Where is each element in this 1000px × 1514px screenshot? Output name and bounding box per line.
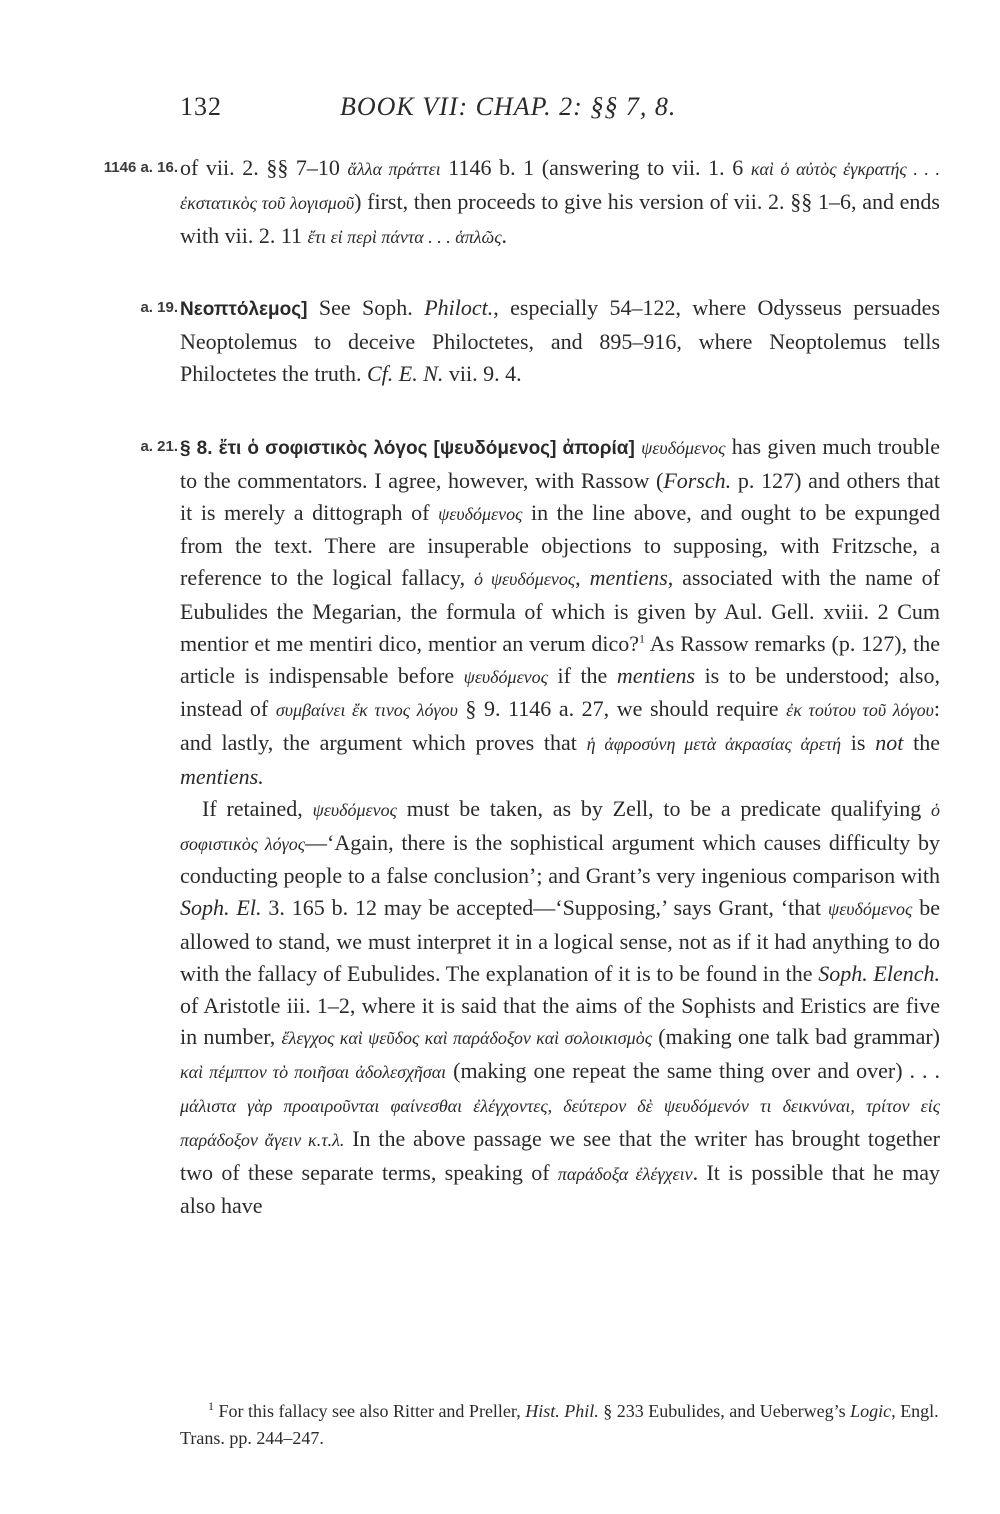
footnote-marker: 1: [208, 1399, 214, 1413]
text: For this fallacy see also Ritter and Preller,: [214, 1401, 526, 1421]
italic-text: Logic: [850, 1401, 892, 1421]
italic-text: Soph. El.: [180, 895, 262, 921]
italic-text: Forsch.: [663, 467, 732, 493]
text: the: [903, 730, 940, 756]
text: (making one talk bad grammar): [652, 1024, 941, 1050]
text: in the line above, and ought to be expunged from the text. There are insuperable objections to supposing, with Fritzsche, a reference to the logical fallacy,: [180, 499, 941, 591]
italic-text: mentiens: [589, 565, 668, 591]
lemma: ἔτι ὁ σοφιστικὸς λόγος [ψευδόμενος] ἀπορία]: [218, 438, 635, 459]
italic-text: not: [875, 730, 904, 756]
greek-text: ψευδόμενος: [438, 503, 523, 524]
text: See Soph.: [307, 295, 425, 320]
text: : and lastly, the argument which proves that: [180, 696, 940, 756]
text: In the above passage we see that the writer has brought together two of these separate terms, speaking of: [180, 1125, 940, 1185]
text: ,: [575, 565, 590, 591]
italic-text: Soph. Elench.: [818, 960, 940, 986]
text: is: [841, 730, 876, 756]
greek-text: ἔλεγχος καὶ ψεῦδος καὶ παράδοξον καὶ σολοικισμὸς: [281, 1028, 653, 1049]
footnote: [180, 1398, 940, 1452]
greek-text: ὁ σοφιστικὸς λόγος: [180, 799, 940, 854]
text: § 233 Eubulides, and Ueberweg’s: [598, 1401, 851, 1421]
text: As Rassow remarks (p. 127), the article is indispensable before: [180, 630, 940, 688]
greek-text: ὁ ψευδόμενος: [473, 569, 576, 590]
italic-text: Cf. E. N.: [366, 360, 444, 386]
line-reference: a. 19.: [140, 299, 178, 316]
greek-text: καὶ ὁ αὐτὸς ἐγκρατής . . . ἐκστατικὸς τοῦ λογισμοῦ: [180, 159, 941, 213]
running-head: BOOK VII: CHAP. 2: §§ 7, 8.: [340, 92, 677, 121]
text: .: [501, 222, 508, 248]
text: of Aristotle iii. 1–2, where it is said that the aims of the Sophists and Eristics are five in number,: [180, 992, 940, 1050]
page-header: [180, 92, 930, 132]
greek-text: ἄλλα πράττει: [347, 159, 441, 179]
greek-text: μάλιστα γὰρ προαιροῦνται φαίνεσθαι ἐλέγχοντες, δεύτερον δὲ ψευδόμενόν τι δεικνύναι, τρίτον εἰς παράδοξον ἄγειν κ.τ.λ.: [180, 1095, 940, 1150]
note-body: [180, 152, 940, 253]
text: , especially 54–122, where Odysseus persuades Neoptolemus to deceive Philoctetes, and 895–916, where Neoptolemus tells Philoctetes the truth.: [180, 295, 941, 386]
text: has given much trouble to the commentators. I agree, however, with Rassow (: [180, 434, 940, 493]
section-mark: § 8.: [180, 438, 219, 459]
text: 3. 165 b. 12 may be accepted—‘Supposing,’ says Grant, ‘that: [261, 895, 829, 921]
text: p. 127) and others that it is merely a dittograph of: [180, 467, 940, 525]
greek-text: ψευδόμενος: [312, 799, 397, 820]
italic-text: mentiens: [616, 662, 696, 688]
text: 1146 b. 1 (answering to vii. 1. 6: [440, 155, 751, 180]
paragraph: [180, 292, 940, 389]
greek-text: ἡ ἀφροσύνη μετὰ ἀκρασίας ἀρετή: [586, 734, 842, 755]
note-body: [180, 292, 940, 389]
note-body: [180, 431, 940, 1222]
text: ) first, then proceeds to give his version of vii. 2. §§ 1–6, and ends with vii. 2. 11: [180, 188, 940, 248]
greek-text: ἔτι εἰ περὶ πάντα . . . ἁπλῶς: [307, 226, 502, 247]
text: must be taken, as by Zell, to be a predicate qualifying: [396, 795, 931, 821]
text: if the: [547, 662, 617, 688]
greek-text: παράδοξα ἐλέγχειν: [557, 1163, 693, 1184]
text: . It is possible that he may also have: [180, 1159, 941, 1219]
text: § 9. 1146 a. 27, we should require: [457, 696, 787, 722]
lemma: Νεοπτόλεμος]: [180, 299, 308, 320]
greek-text: ψευδόμενος: [828, 899, 913, 920]
paragraph: [180, 152, 940, 253]
text: be allowed to stand, we must interpret it in a logical sense, not as if it had anything to do with the fallacy of Eubulides. The explanation of it is to be found in the: [180, 895, 940, 986]
paragraph: [180, 431, 940, 793]
greek-text: ἐκ τούτου τοῦ λόγου: [786, 700, 934, 721]
text: If retained,: [202, 795, 313, 821]
greek-text: ψευδόμενος: [463, 666, 548, 687]
text: is to be understood; also, instead of: [180, 662, 940, 722]
greek-text: ψευδόμενος: [641, 438, 726, 458]
italic-text: Philoct.: [424, 295, 494, 320]
text: of vii. 2. §§ 7–10: [180, 155, 348, 180]
footnote-marker: 1: [639, 631, 646, 646]
text: , Engl. Trans. pp. 244–247.: [180, 1401, 939, 1448]
text: —‘Again, there is the sophistical argument which causes difficulty by conducting people to a false conclusion’; and Grant’s very ingenious comparison with: [180, 829, 941, 889]
greek-text: καὶ πέμπτον τὸ ποιῆσαι ἀδολεσχῆσαι: [180, 1062, 447, 1083]
text: (making one repeat the same thing over and over) . . .: [446, 1058, 941, 1084]
italic-text: mentiens.: [180, 763, 264, 789]
page-number: 132: [180, 92, 222, 121]
paragraph: [180, 793, 940, 1222]
greek-text: συμβαίνει ἔκ τινος λόγου: [275, 700, 458, 721]
line-reference: a. 21.: [140, 438, 178, 455]
text: , associated with the name of Eubulides the Megarian, the formula of which is given by Aul. Gell. xviii. 2 Cum mentior et me mentiri dico, mentior an verum dico?: [180, 565, 941, 656]
text: vii. 9. 4.: [443, 360, 522, 386]
italic-text: Hist. Phil.: [525, 1401, 599, 1421]
line-reference: 1146 a. 16.: [103, 159, 178, 176]
